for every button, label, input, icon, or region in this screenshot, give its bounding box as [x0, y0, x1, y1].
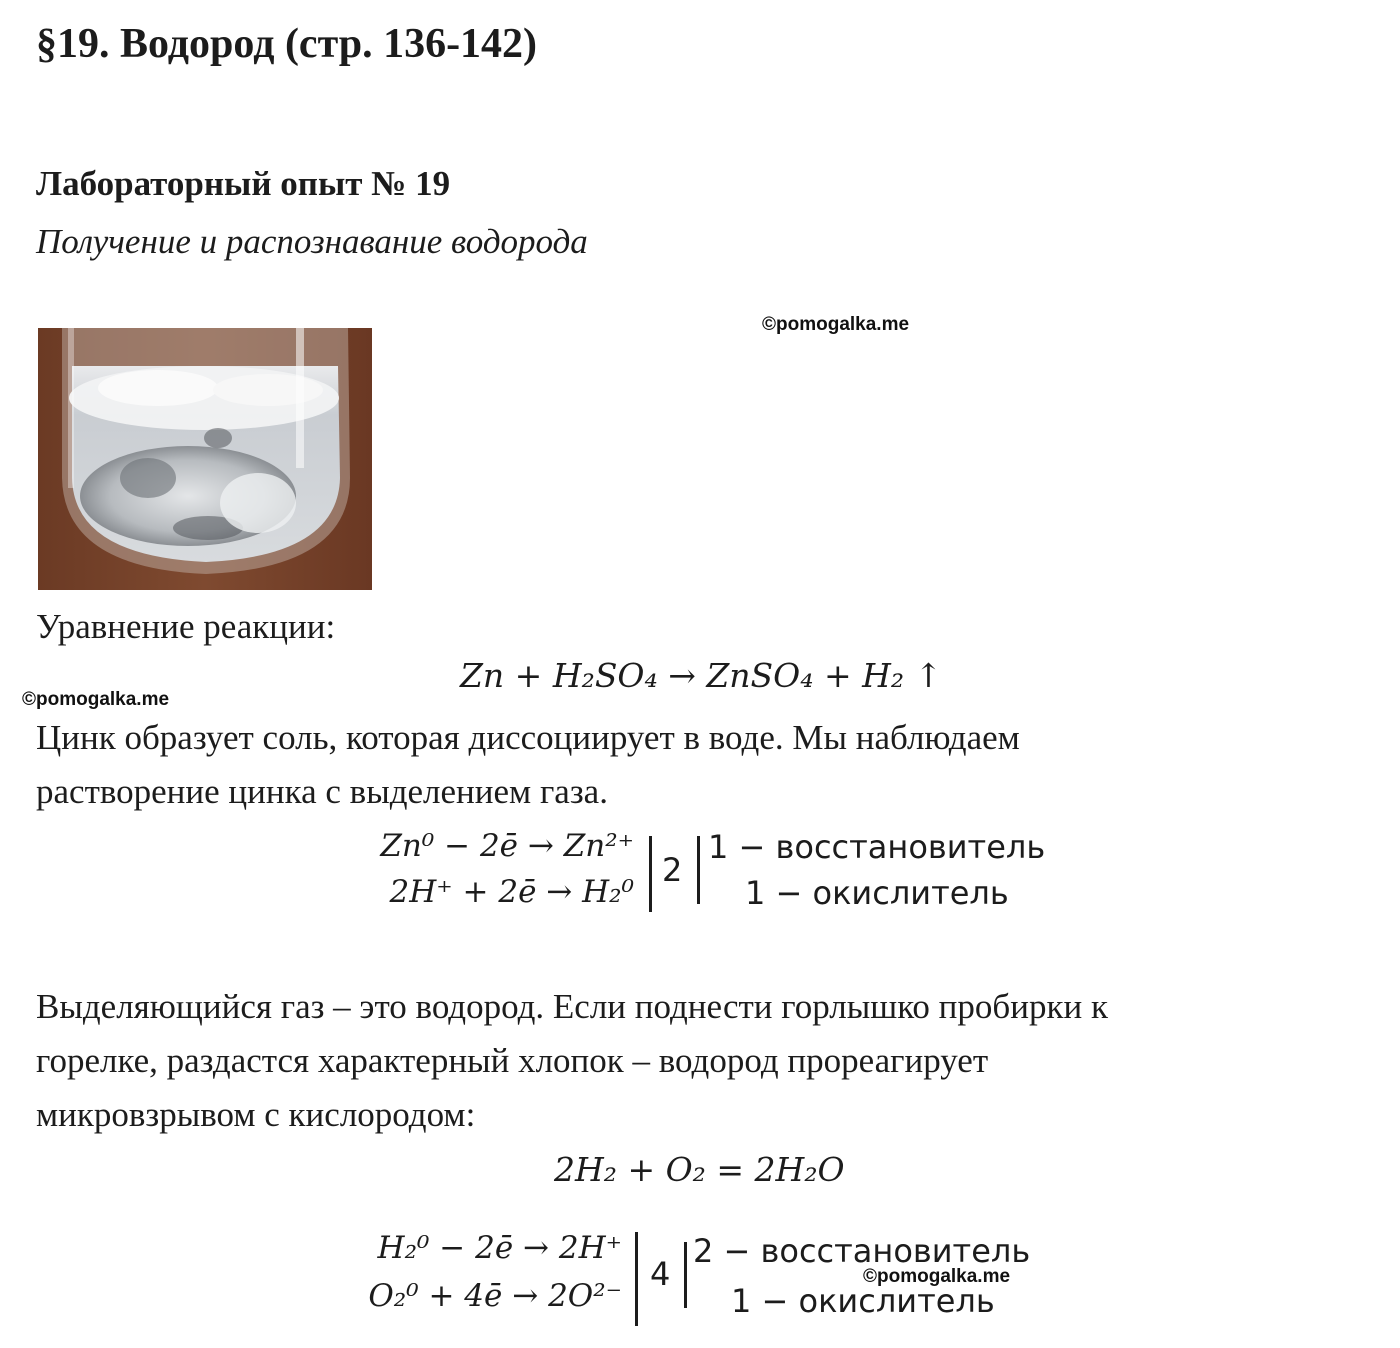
redox2-oxidizer-label: 1 − окислитель: [731, 1282, 995, 1320]
redox1-divider-right: [697, 836, 700, 904]
hydrogen-explanation-paragraph: [36, 980, 1108, 1142]
paragraph-line: микровзрывом с кислородом:: [36, 1095, 476, 1134]
reaction-equation-label: Уравнение реакции:: [36, 607, 336, 646]
page-title: §19. Водород (стр. 136-142): [36, 21, 538, 67]
redox2-divider-left: [635, 1232, 638, 1326]
redox1-divider-left: [649, 836, 652, 912]
redox1-half-reaction-1: Zn⁰ − 2ē → Zn²⁺: [380, 828, 634, 864]
watermark: ©pomogalka.me: [863, 1266, 1011, 1287]
redox1-reducer-label: 1 − восстановитель: [708, 828, 1046, 866]
paragraph-line: Выделяющийся газ – это водород. Если поднести горлышко пробирки к: [36, 987, 1108, 1026]
redox2-reducer-label: 2 − восстановитель: [693, 1232, 1031, 1270]
redox1-oxidizer-label: 1 − окислитель: [745, 874, 1009, 912]
watermark: ©pomogalka.me: [22, 689, 170, 710]
redox2-half-reaction-2: O₂⁰ + 4ē → 2O²⁻: [368, 1278, 622, 1314]
lab-experiment-subtitle: Получение и распознавание водорода: [36, 222, 588, 261]
lab-experiment-title: Лабораторный опыт № 19: [36, 164, 451, 203]
redox1-electron-count: 2: [662, 851, 683, 889]
zinc-explanation-paragraph: [36, 711, 1020, 819]
reaction-equation-zn-h2so4: [460, 656, 942, 695]
redox2-half-reaction-1: H₂⁰ − 2ē → 2H⁺: [377, 1230, 622, 1266]
equation-lhs: Zn + H₂SO₄: [460, 656, 658, 695]
paragraph-line: Цинк образует соль, которая диссоциирует в воде. Мы наблюдаем: [36, 718, 1020, 757]
equation-arrow: →: [668, 656, 696, 695]
paragraph-line: горелке, раздастся характерный хлопок – водород прореагирует: [36, 1041, 989, 1080]
redox2-electron-count: 4: [650, 1255, 671, 1293]
equation-rhs: ZnSO₄ + H₂ ↑: [706, 656, 943, 695]
redox2-divider-right: [684, 1242, 687, 1308]
redox1-half-reaction-2: 2H⁺ + 2ē → H₂⁰: [389, 874, 634, 910]
watermark: ©pomogalka.me: [762, 314, 910, 335]
hydrogen-combustion-equation: 2H₂ + O₂ = 2H₂O: [554, 1150, 845, 1189]
paragraph-line: растворение цинка с выделением газа.: [36, 772, 608, 811]
test-tube-photo: [38, 328, 372, 590]
